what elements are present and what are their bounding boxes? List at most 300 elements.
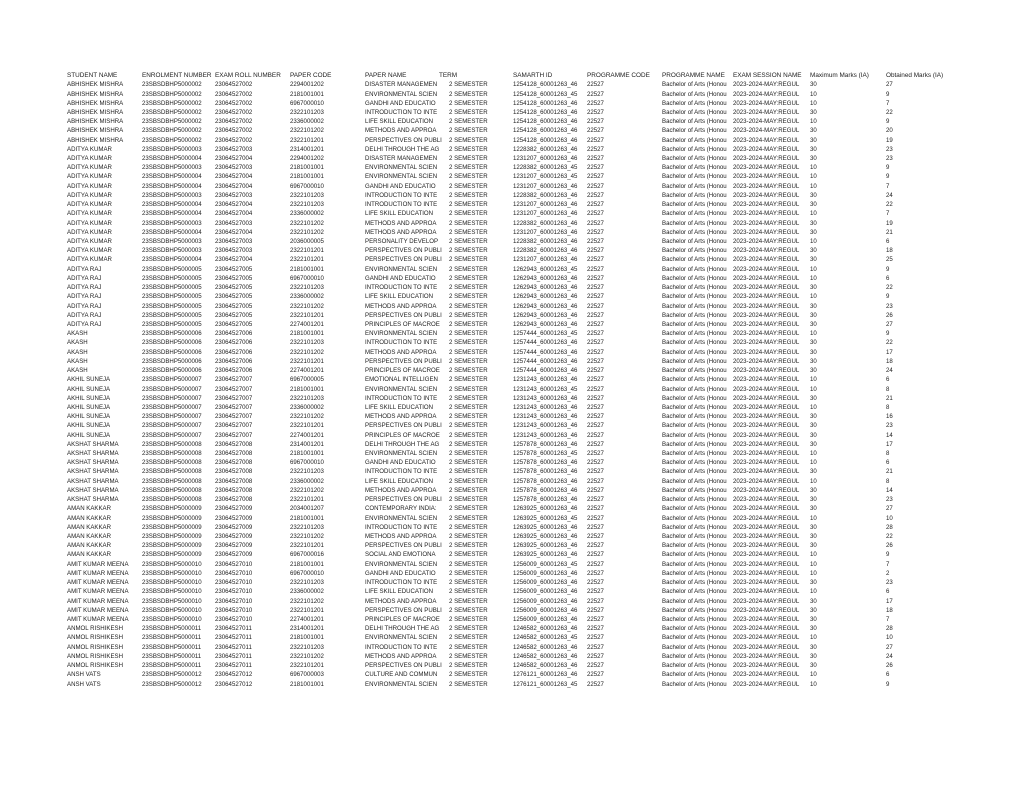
header-exam-roll-number: EXAM ROLL NUMBER	[215, 72, 281, 79]
cell-samarth-id: 1257444_60001263_46	[513, 357, 578, 365]
cell-exam-roll-number: 23064527009	[215, 542, 253, 550]
cell-exam-session-name: 2023-2024-MAY:REGUL	[733, 643, 800, 651]
cell-exam-roll-number: 23064527007	[215, 394, 253, 402]
cell-exam-roll-number: 23064527004	[215, 155, 253, 163]
cell-exam-session-name: 2023-2024-MAY:REGUL	[733, 238, 800, 246]
cell-samarth-id: 1246582_60001263_45	[513, 634, 578, 642]
cell-programme-name: Bachelor of Arts (Honou	[662, 164, 727, 172]
cell-paper-code: 2336000002	[290, 118, 324, 126]
cell-student-name: ANMOL RISHIKESH	[67, 634, 123, 642]
cell-exam-roll-number: 23064527010	[215, 606, 253, 614]
cell-programme-name: Bachelor of Arts (Honou	[662, 422, 727, 430]
table-row	[64, 385, 1014, 394]
cell-obtained-marks: 26	[886, 542, 893, 550]
cell-exam-session-name: 2023-2024-MAY:REGUL	[733, 357, 800, 365]
cell-term: 2 SEMESTER	[449, 155, 488, 163]
cell-paper-name: PERSPECTIVES ON PUBLI	[365, 256, 442, 264]
cell-obtained-marks: 23	[886, 422, 893, 430]
cell-programme-code: 22527	[587, 118, 604, 126]
cell-exam-session-name: 2023-2024-MAY:REGUL	[733, 265, 800, 273]
cell-obtained-marks: 7	[886, 99, 890, 107]
cell-maximum-marks: 30	[810, 643, 817, 651]
cell-exam-roll-number: 23064527002	[215, 90, 253, 98]
cell-paper-name: PERSPECTIVES ON PUBLI	[365, 496, 442, 504]
cell-maximum-marks: 30	[810, 394, 817, 402]
cell-enrolment-number: 23SBSDBHP5000005	[142, 284, 202, 292]
cell-student-name: AMAN KAKKAR	[67, 514, 112, 522]
cell-enrolment-number: 23SBSDBHP5000006	[142, 348, 202, 356]
cell-samarth-id: 1254128_60001263_46	[513, 81, 578, 89]
cell-term: 2 SEMESTER	[449, 394, 488, 402]
cell-maximum-marks: 10	[810, 376, 817, 384]
cell-exam-session-name: 2023-2024-MAY:REGUL	[733, 542, 800, 550]
cell-enrolment-number: 23SBSDBHP5000010	[142, 597, 202, 605]
cell-exam-roll-number: 23064527006	[215, 339, 253, 347]
cell-obtained-marks: 8	[886, 403, 890, 411]
cell-enrolment-number: 23SBSDBHP5000003	[142, 145, 202, 153]
cell-exam-session-name: 2023-2024-MAY:REGUL	[733, 579, 800, 587]
cell-maximum-marks: 30	[810, 339, 817, 347]
cell-exam-session-name: 2023-2024-MAY:REGUL	[733, 330, 800, 338]
cell-paper-code: 2181001001	[290, 330, 324, 338]
table-row	[64, 108, 1014, 117]
cell-programme-name: Bachelor of Arts (Honou	[662, 274, 727, 282]
cell-programme-code: 22527	[587, 422, 604, 430]
cell-exam-session-name: 2023-2024-MAY:REGUL	[733, 671, 800, 679]
cell-paper-name: PERSONALITY DEVELOP	[365, 238, 439, 246]
cell-enrolment-number: 23SBSDBHP5000011	[142, 652, 202, 660]
cell-exam-roll-number: 23064527007	[215, 385, 253, 393]
cell-programme-name: Bachelor of Arts (Honou	[662, 523, 727, 531]
cell-maximum-marks: 10	[810, 238, 817, 246]
cell-programme-name: Bachelor of Arts (Honou	[662, 606, 727, 614]
cell-programme-name: Bachelor of Arts (Honou	[662, 293, 727, 301]
cell-exam-session-name: 2023-2024-MAY:REGUL	[733, 182, 800, 190]
cell-maximum-marks: 10	[810, 634, 817, 642]
cell-programme-name: Bachelor of Arts (Honou	[662, 265, 727, 273]
cell-paper-code: 6967000010	[290, 182, 324, 190]
cell-obtained-marks: 8	[886, 385, 890, 393]
cell-term: 2 SEMESTER	[449, 302, 488, 310]
cell-exam-session-name: 2023-2024-MAY:REGUL	[733, 523, 800, 531]
cell-term: 2 SEMESTER	[449, 597, 488, 605]
table-header-row	[64, 71, 1014, 80]
cell-maximum-marks: 30	[810, 81, 817, 89]
table-row	[64, 246, 1014, 255]
table-row	[64, 302, 1014, 311]
table-row	[64, 514, 1014, 523]
cell-exam-session-name: 2023-2024-MAY:REGUL	[733, 201, 800, 209]
cell-enrolment-number: 23SBSDBHP5000008	[142, 486, 202, 494]
cell-student-name: AKHIL SUNEJA	[67, 431, 111, 439]
cell-student-name: ABHISHEK MISHRA	[67, 118, 124, 126]
cell-programme-name: Bachelor of Arts (Honou	[662, 440, 727, 448]
cell-obtained-marks: 10	[886, 514, 893, 522]
cell-samarth-id: 1254128_60001263_46	[513, 127, 578, 135]
cell-enrolment-number: 23SBSDBHP5000004	[142, 210, 202, 218]
cell-term: 2 SEMESTER	[449, 320, 488, 328]
cell-paper-name: PRINCIPLES OF MACROE	[365, 615, 440, 623]
cell-samarth-id: 1257444_60001263_45	[513, 330, 578, 338]
cell-exam-roll-number: 23064527005	[215, 274, 253, 282]
cell-paper-name: LIFE SKILL EDUCATION	[365, 118, 434, 126]
cell-maximum-marks: 30	[810, 468, 817, 476]
cell-samarth-id: 1262943_60001263_46	[513, 320, 578, 328]
cell-term: 2 SEMESTER	[449, 450, 488, 458]
cell-exam-session-name: 2023-2024-MAY:REGUL	[733, 385, 800, 393]
cell-paper-code: 2322101203	[290, 339, 324, 347]
cell-maximum-marks: 10	[810, 182, 817, 190]
cell-enrolment-number: 23SBSDBHP5000006	[142, 357, 202, 365]
cell-programme-code: 22527	[587, 219, 604, 227]
cell-obtained-marks: 7	[886, 182, 890, 190]
cell-enrolment-number: 23SBSDBHP5000010	[142, 615, 202, 623]
cell-samarth-id: 1231207_60001263_46	[513, 182, 578, 190]
cell-programme-name: Bachelor of Arts (Honou	[662, 311, 727, 319]
cell-programme-name: Bachelor of Arts (Honou	[662, 597, 727, 605]
cell-exam-roll-number: 23064527006	[215, 367, 253, 375]
cell-programme-code: 22527	[587, 606, 604, 614]
cell-maximum-marks: 30	[810, 302, 817, 310]
cell-student-name: ANMOL RISHIKESH	[67, 652, 123, 660]
table-row	[64, 633, 1014, 642]
cell-paper-code: 2322101203	[290, 523, 324, 531]
cell-programme-code: 22527	[587, 560, 604, 568]
cell-programme-name: Bachelor of Arts (Honou	[662, 569, 727, 577]
cell-obtained-marks: 24	[886, 367, 893, 375]
cell-student-name: ABHISHEK MISHRA	[67, 127, 124, 135]
cell-maximum-marks: 30	[810, 127, 817, 135]
cell-exam-roll-number: 23064527010	[215, 597, 253, 605]
cell-exam-session-name: 2023-2024-MAY:REGUL	[733, 376, 800, 384]
table-row	[64, 283, 1014, 292]
cell-samarth-id: 1228382_60001263_46	[513, 191, 578, 199]
cell-student-name: ABHISHEK MISHRA	[67, 136, 124, 144]
cell-enrolment-number: 23SBSDBHP5000007	[142, 431, 202, 439]
cell-programme-code: 22527	[587, 81, 604, 89]
cell-programme-code: 22527	[587, 615, 604, 623]
cell-student-name: AKHIL SUNEJA	[67, 422, 111, 430]
table-row	[64, 569, 1014, 578]
cell-exam-session-name: 2023-2024-MAY:REGUL	[733, 496, 800, 504]
cell-programme-code: 22527	[587, 293, 604, 301]
cell-paper-name: PERSPECTIVES ON PUBLI	[365, 662, 442, 670]
cell-samarth-id: 1256009_60001263_46	[513, 588, 578, 596]
cell-paper-name: METHODS AND APPROA	[365, 652, 437, 660]
cell-term: 2 SEMESTER	[449, 486, 488, 494]
cell-paper-code: 2322101201	[290, 311, 324, 319]
cell-enrolment-number: 23SBSDBHP5000009	[142, 533, 202, 541]
cell-paper-name: INTRODUCTION TO INTE	[365, 523, 438, 531]
cell-enrolment-number: 23SBSDBHP5000011	[142, 625, 202, 633]
cell-paper-name: PERSPECTIVES ON PUBLI	[365, 606, 442, 614]
cell-paper-code: 2322101202	[290, 413, 324, 421]
cell-paper-code: 2336000002	[290, 403, 324, 411]
cell-exam-session-name: 2023-2024-MAY:REGUL	[733, 228, 800, 236]
cell-programme-code: 22527	[587, 357, 604, 365]
table-row	[64, 597, 1014, 606]
cell-enrolment-number: 23SBSDBHP5000008	[142, 459, 202, 467]
cell-programme-code: 22527	[587, 108, 604, 116]
cell-exam-roll-number: 23064527002	[215, 118, 253, 126]
cell-paper-name: INTRODUCTION TO INTE	[365, 394, 438, 402]
cell-programme-code: 22527	[587, 367, 604, 375]
cell-term: 2 SEMESTER	[449, 210, 488, 218]
cell-term: 2 SEMESTER	[449, 173, 488, 181]
cell-paper-name: INTRODUCTION TO INTE	[365, 339, 438, 347]
cell-samarth-id: 1254128_60001263_46	[513, 108, 578, 116]
cell-exam-session-name: 2023-2024-MAY:REGUL	[733, 597, 800, 605]
cell-enrolment-number: 23SBSDBHP5000012	[142, 680, 202, 688]
cell-maximum-marks: 30	[810, 284, 817, 292]
header-paper-code: PAPER CODE	[290, 72, 332, 79]
cell-programme-code: 22527	[587, 431, 604, 439]
table-row	[64, 237, 1014, 246]
cell-samarth-id: 1256009_60001263_46	[513, 569, 578, 577]
cell-exam-roll-number: 23064527007	[215, 403, 253, 411]
cell-obtained-marks: 9	[886, 173, 890, 181]
cell-programme-code: 22527	[587, 450, 604, 458]
cell-exam-roll-number: 23064527004	[215, 182, 253, 190]
cell-paper-name: INTRODUCTION TO INTE	[365, 284, 438, 292]
cell-term: 2 SEMESTER	[449, 652, 488, 660]
cell-term: 2 SEMESTER	[449, 81, 488, 89]
cell-paper-code: 2181001001	[290, 173, 324, 181]
cell-programme-name: Bachelor of Arts (Honou	[662, 191, 727, 199]
cell-samarth-id: 1231243_60001263_46	[513, 394, 578, 402]
cell-programme-code: 22527	[587, 394, 604, 402]
cell-enrolment-number: 23SBSDBHP5000005	[142, 320, 202, 328]
cell-student-name: ADITYA KUMAR	[67, 145, 112, 153]
cell-paper-code: 2322101202	[290, 652, 324, 660]
cell-term: 2 SEMESTER	[449, 422, 488, 430]
cell-programme-name: Bachelor of Arts (Honou	[662, 671, 727, 679]
cell-paper-name: GANDHI AND EDUCATIO	[365, 182, 436, 190]
cell-samarth-id: 1257878_60001263_46	[513, 440, 578, 448]
cell-paper-code: 2181001001	[290, 164, 324, 172]
cell-paper-code: 2322101201	[290, 247, 324, 255]
header-student-name: STUDENT NAME	[67, 72, 118, 79]
cell-term: 2 SEMESTER	[449, 293, 488, 301]
cell-samarth-id: 1246582_60001263_46	[513, 652, 578, 660]
cell-student-name: AMIT KUMAR MEENA	[67, 569, 129, 577]
table-row	[64, 357, 1014, 366]
cell-programme-name: Bachelor of Arts (Honou	[662, 99, 727, 107]
cell-programme-name: Bachelor of Arts (Honou	[662, 615, 727, 623]
cell-programme-name: Bachelor of Arts (Honou	[662, 579, 727, 587]
cell-maximum-marks: 30	[810, 357, 817, 365]
cell-exam-session-name: 2023-2024-MAY:REGUL	[733, 311, 800, 319]
cell-paper-code: 6967000010	[290, 569, 324, 577]
cell-obtained-marks: 6	[886, 376, 890, 384]
cell-maximum-marks: 30	[810, 579, 817, 587]
cell-exam-roll-number: 23064527009	[215, 551, 253, 559]
table-row	[64, 163, 1014, 172]
cell-paper-code: 2181001001	[290, 514, 324, 522]
header-exam-session-name: EXAM SESSION NAME	[733, 72, 802, 79]
cell-programme-code: 22527	[587, 385, 604, 393]
cell-exam-roll-number: 23064527012	[215, 680, 253, 688]
cell-samarth-id: 1228382_60001263_46	[513, 238, 578, 246]
cell-obtained-marks: 2	[886, 569, 890, 577]
cell-enrolment-number: 23SBSDBHP5000009	[142, 551, 202, 559]
cell-exam-roll-number: 23064527009	[215, 514, 253, 522]
cell-student-name: ADITYA KUMAR	[67, 256, 112, 264]
cell-obtained-marks: 21	[886, 394, 893, 402]
cell-term: 2 SEMESTER	[449, 256, 488, 264]
cell-programme-code: 22527	[587, 320, 604, 328]
cell-exam-roll-number: 23064527012	[215, 671, 253, 679]
cell-exam-roll-number: 23064527007	[215, 413, 253, 421]
cell-obtained-marks: 6	[886, 588, 890, 596]
cell-paper-name: INTRODUCTION TO INTE	[365, 201, 438, 209]
cell-exam-roll-number: 23064527008	[215, 486, 253, 494]
cell-maximum-marks: 30	[810, 440, 817, 448]
cell-exam-session-name: 2023-2024-MAY:REGUL	[733, 293, 800, 301]
cell-exam-session-name: 2023-2024-MAY:REGUL	[733, 99, 800, 107]
cell-exam-session-name: 2023-2024-MAY:REGUL	[733, 514, 800, 522]
cell-obtained-marks: 8	[886, 477, 890, 485]
cell-paper-code: 2322101202	[290, 597, 324, 605]
cell-obtained-marks: 24	[886, 191, 893, 199]
cell-samarth-id: 1231243_60001263_45	[513, 385, 578, 393]
cell-obtained-marks: 9	[886, 90, 890, 98]
cell-exam-session-name: 2023-2024-MAY:REGUL	[733, 127, 800, 135]
cell-term: 2 SEMESTER	[449, 385, 488, 393]
cell-samarth-id: 1254128_60001263_46	[513, 118, 578, 126]
cell-exam-session-name: 2023-2024-MAY:REGUL	[733, 284, 800, 292]
cell-maximum-marks: 10	[810, 99, 817, 107]
cell-programme-code: 22527	[587, 486, 604, 494]
cell-student-name: ADITYA KUMAR	[67, 219, 112, 227]
cell-paper-name: PERSPECTIVES ON PUBLI	[365, 247, 442, 255]
cell-programme-code: 22527	[587, 597, 604, 605]
cell-maximum-marks: 10	[810, 118, 817, 126]
cell-obtained-marks: 18	[886, 357, 893, 365]
header-paper-name: PAPER NAME	[365, 72, 407, 79]
cell-maximum-marks: 30	[810, 256, 817, 264]
cell-exam-session-name: 2023-2024-MAY:REGUL	[733, 136, 800, 144]
cell-exam-session-name: 2023-2024-MAY:REGUL	[733, 468, 800, 476]
cell-exam-session-name: 2023-2024-MAY:REGUL	[733, 348, 800, 356]
cell-programme-code: 22527	[587, 468, 604, 476]
table-row	[64, 265, 1014, 274]
cell-samarth-id: 1254128_60001263_46	[513, 99, 578, 107]
cell-paper-code: 2294001202	[290, 155, 324, 163]
table-row	[64, 172, 1014, 181]
cell-maximum-marks: 30	[810, 606, 817, 614]
cell-enrolment-number: 23SBSDBHP5000008	[142, 496, 202, 504]
cell-term: 2 SEMESTER	[449, 662, 488, 670]
cell-enrolment-number: 23SBSDBHP5000003	[142, 238, 202, 246]
cell-samarth-id: 1257878_60001263_46	[513, 477, 578, 485]
cell-paper-name: PERSPECTIVES ON PUBLI	[365, 311, 442, 319]
table-row	[64, 255, 1014, 264]
table-row	[64, 366, 1014, 375]
cell-term: 2 SEMESTER	[449, 228, 488, 236]
cell-paper-code: 2322101203	[290, 643, 324, 651]
cell-exam-roll-number: 23064527006	[215, 348, 253, 356]
cell-obtained-marks: 6	[886, 274, 890, 282]
cell-exam-roll-number: 23064527011	[215, 634, 252, 642]
cell-paper-name: ENVIRONMENTAL SCIEN	[365, 634, 438, 642]
cell-samarth-id: 1257444_60001263_46	[513, 367, 578, 375]
cell-maximum-marks: 10	[810, 265, 817, 273]
cell-maximum-marks: 30	[810, 320, 817, 328]
cell-exam-roll-number: 23064527005	[215, 293, 253, 301]
table-row	[64, 99, 1014, 108]
cell-exam-session-name: 2023-2024-MAY:REGUL	[733, 569, 800, 577]
table-row	[64, 182, 1014, 191]
cell-programme-code: 22527	[587, 210, 604, 218]
cell-student-name: ADITYA KUMAR	[67, 164, 112, 172]
cell-programme-name: Bachelor of Arts (Honou	[662, 643, 727, 651]
cell-enrolment-number: 23SBSDBHP5000005	[142, 293, 202, 301]
cell-maximum-marks: 10	[810, 588, 817, 596]
table-row	[64, 421, 1014, 430]
cell-term: 2 SEMESTER	[449, 247, 488, 255]
cell-student-name: AKASH	[67, 348, 88, 356]
cell-exam-roll-number: 23064527009	[215, 505, 253, 513]
cell-programme-code: 22527	[587, 90, 604, 98]
cell-programme-code: 22527	[587, 201, 604, 209]
cell-term: 2 SEMESTER	[449, 588, 488, 596]
cell-enrolment-number: 23SBSDBHP5000006	[142, 339, 202, 347]
table-row	[64, 348, 1014, 357]
cell-exam-session-name: 2023-2024-MAY:REGUL	[733, 560, 800, 568]
cell-student-name: ADITYA RAJ	[67, 274, 102, 282]
cell-paper-code: 2336000002	[290, 588, 324, 596]
table-row	[64, 624, 1014, 633]
cell-student-name: ABHISHEK MISHRA	[67, 108, 124, 116]
cell-exam-roll-number: 23064527002	[215, 99, 253, 107]
cell-exam-roll-number: 23064527003	[215, 145, 253, 153]
cell-term: 2 SEMESTER	[449, 496, 488, 504]
cell-term: 2 SEMESTER	[449, 514, 488, 522]
cell-obtained-marks: 18	[886, 247, 893, 255]
cell-exam-roll-number: 23064527009	[215, 523, 253, 531]
cell-term: 2 SEMESTER	[449, 265, 488, 273]
cell-student-name: ANSH VATS	[67, 680, 101, 688]
cell-programme-code: 22527	[587, 136, 604, 144]
cell-programme-name: Bachelor of Arts (Honou	[662, 376, 727, 384]
cell-term: 2 SEMESTER	[449, 274, 488, 282]
cell-paper-name: INTRODUCTION TO INTE	[365, 579, 438, 587]
cell-enrolment-number: 23SBSDBHP5000003	[142, 219, 202, 227]
cell-student-name: AKSHAT SHARMA	[67, 468, 119, 476]
cell-paper-code: 2314001201	[290, 145, 324, 153]
cell-enrolment-number: 23SBSDBHP5000002	[142, 99, 202, 107]
cell-programme-name: Bachelor of Arts (Honou	[662, 247, 727, 255]
cell-exam-roll-number: 23064527002	[215, 127, 253, 135]
cell-programme-name: Bachelor of Arts (Honou	[662, 173, 727, 181]
table-row	[64, 670, 1014, 679]
cell-programme-code: 22527	[587, 182, 604, 190]
cell-programme-code: 22527	[587, 99, 604, 107]
cell-exam-roll-number: 23064527005	[215, 311, 253, 319]
cell-paper-code: 2181001001	[290, 385, 324, 393]
cell-programme-name: Bachelor of Arts (Honou	[662, 652, 727, 660]
cell-programme-code: 22527	[587, 145, 604, 153]
cell-programme-name: Bachelor of Arts (Honou	[662, 210, 727, 218]
cell-exam-session-name: 2023-2024-MAY:REGUL	[733, 680, 800, 688]
cell-programme-code: 22527	[587, 579, 604, 587]
cell-programme-code: 22527	[587, 265, 604, 273]
cell-term: 2 SEMESTER	[449, 634, 488, 642]
cell-student-name: AMIT KUMAR MEENA	[67, 560, 129, 568]
header-obtained-marks: Obtained Marks (IA)	[886, 72, 944, 79]
cell-term: 2 SEMESTER	[449, 569, 488, 577]
